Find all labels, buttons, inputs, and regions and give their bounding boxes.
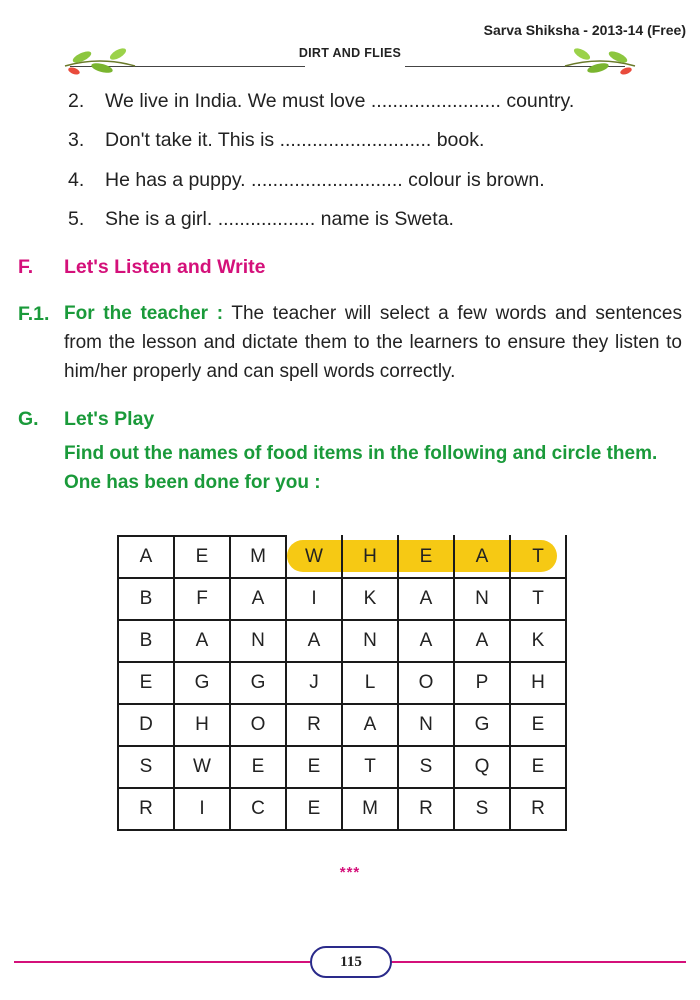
- section-f-title: Let's Listen and Write: [64, 256, 266, 278]
- grid-cell: S: [454, 788, 510, 830]
- grid-row: [118, 578, 566, 620]
- section-f-label: F.: [18, 256, 34, 278]
- grid-row: [118, 746, 566, 788]
- grid-cell: B: [118, 620, 174, 662]
- grid-cell: K: [510, 620, 566, 662]
- leaf-sprig-left-icon: [60, 44, 140, 78]
- grid-cell: A: [230, 578, 286, 620]
- grid-cell: D: [118, 704, 174, 746]
- grid-cell: L: [342, 662, 398, 704]
- grid-cell: N: [398, 704, 454, 746]
- grid-cell: A: [118, 536, 174, 578]
- footer-rule-right: [390, 961, 686, 963]
- teacher-note: [64, 299, 682, 386]
- series-title: Sarva Shiksha - 2013-14 (Free): [483, 22, 686, 38]
- grid-cell: G: [230, 662, 286, 704]
- grid-cell: E: [398, 536, 454, 578]
- grid-cell: Q: [454, 746, 510, 788]
- leaf-sprig-right-icon: [560, 44, 640, 78]
- grid-cell: P: [454, 662, 510, 704]
- section-g-title: Let's Play: [64, 408, 155, 430]
- grid-cell: I: [286, 578, 342, 620]
- grid-cell: A: [398, 578, 454, 620]
- grid-cell: C: [230, 788, 286, 830]
- grid-cell: E: [510, 746, 566, 788]
- grid-cell: E: [118, 662, 174, 704]
- grid-cell: R: [398, 788, 454, 830]
- grid-cell: E: [286, 746, 342, 788]
- grid-cell: B: [118, 578, 174, 620]
- grid-cell: F: [174, 578, 230, 620]
- grid-cell: T: [510, 578, 566, 620]
- grid-cell: T: [342, 746, 398, 788]
- grid-cell: S: [118, 746, 174, 788]
- grid-cell: I: [174, 788, 230, 830]
- grid-cell: N: [230, 620, 286, 662]
- grid-cell: N: [454, 578, 510, 620]
- grid-cell: W: [286, 536, 342, 578]
- grid-cell: K: [342, 578, 398, 620]
- grid-row: [118, 788, 566, 830]
- grid-cell: A: [454, 620, 510, 662]
- grid-cell: N: [342, 620, 398, 662]
- grid-cell: J: [286, 662, 342, 704]
- grid-cell: H: [174, 704, 230, 746]
- grid-cell: A: [174, 620, 230, 662]
- grid-cell: A: [342, 704, 398, 746]
- grid-cell: A: [286, 620, 342, 662]
- grid-cell: E: [510, 704, 566, 746]
- grid-cell: O: [398, 662, 454, 704]
- page-number: 115: [310, 946, 392, 978]
- grid-row: [118, 704, 566, 746]
- grid-cell: E: [230, 746, 286, 788]
- grid-cell: A: [454, 536, 510, 578]
- grid-cell: H: [510, 662, 566, 704]
- section-g-instruction: Find out the names of food items in the following and circle them. One has been done for you :: [64, 443, 658, 493]
- grid-cell: E: [174, 536, 230, 578]
- grid-cell: G: [454, 704, 510, 746]
- grid-cell: R: [510, 788, 566, 830]
- grid-row: [118, 662, 566, 704]
- grid-cell: G: [174, 662, 230, 704]
- running-head: DIRT AND FLIES: [298, 46, 402, 60]
- grid-cell: T: [510, 536, 566, 578]
- section-f1-label: F.1.: [18, 303, 50, 325]
- grid-cell: E: [286, 788, 342, 830]
- word-search-grid: [117, 535, 567, 831]
- end-stars: ***: [339, 864, 361, 881]
- grid-cell: S: [398, 746, 454, 788]
- grid-cell: O: [230, 704, 286, 746]
- grid-cell: H: [342, 536, 398, 578]
- teacher-note-lead: For the teacher :: [64, 303, 224, 324]
- grid-cell: R: [118, 788, 174, 830]
- grid-cell: M: [342, 788, 398, 830]
- grid-cell: R: [286, 704, 342, 746]
- section-g-label: G.: [18, 408, 39, 430]
- teacher-note-text: The teacher will select a few words and sentences from the lesson and dictate them to the learners to ensure they listen to him/her properly and can spell words correctly.: [64, 303, 682, 382]
- footer-rule-left: [14, 961, 310, 963]
- grid-cell: A: [398, 620, 454, 662]
- grid-cell: M: [230, 536, 286, 578]
- grid-row: [118, 620, 566, 662]
- grid-row: [118, 536, 566, 578]
- grid-cell: W: [174, 746, 230, 788]
